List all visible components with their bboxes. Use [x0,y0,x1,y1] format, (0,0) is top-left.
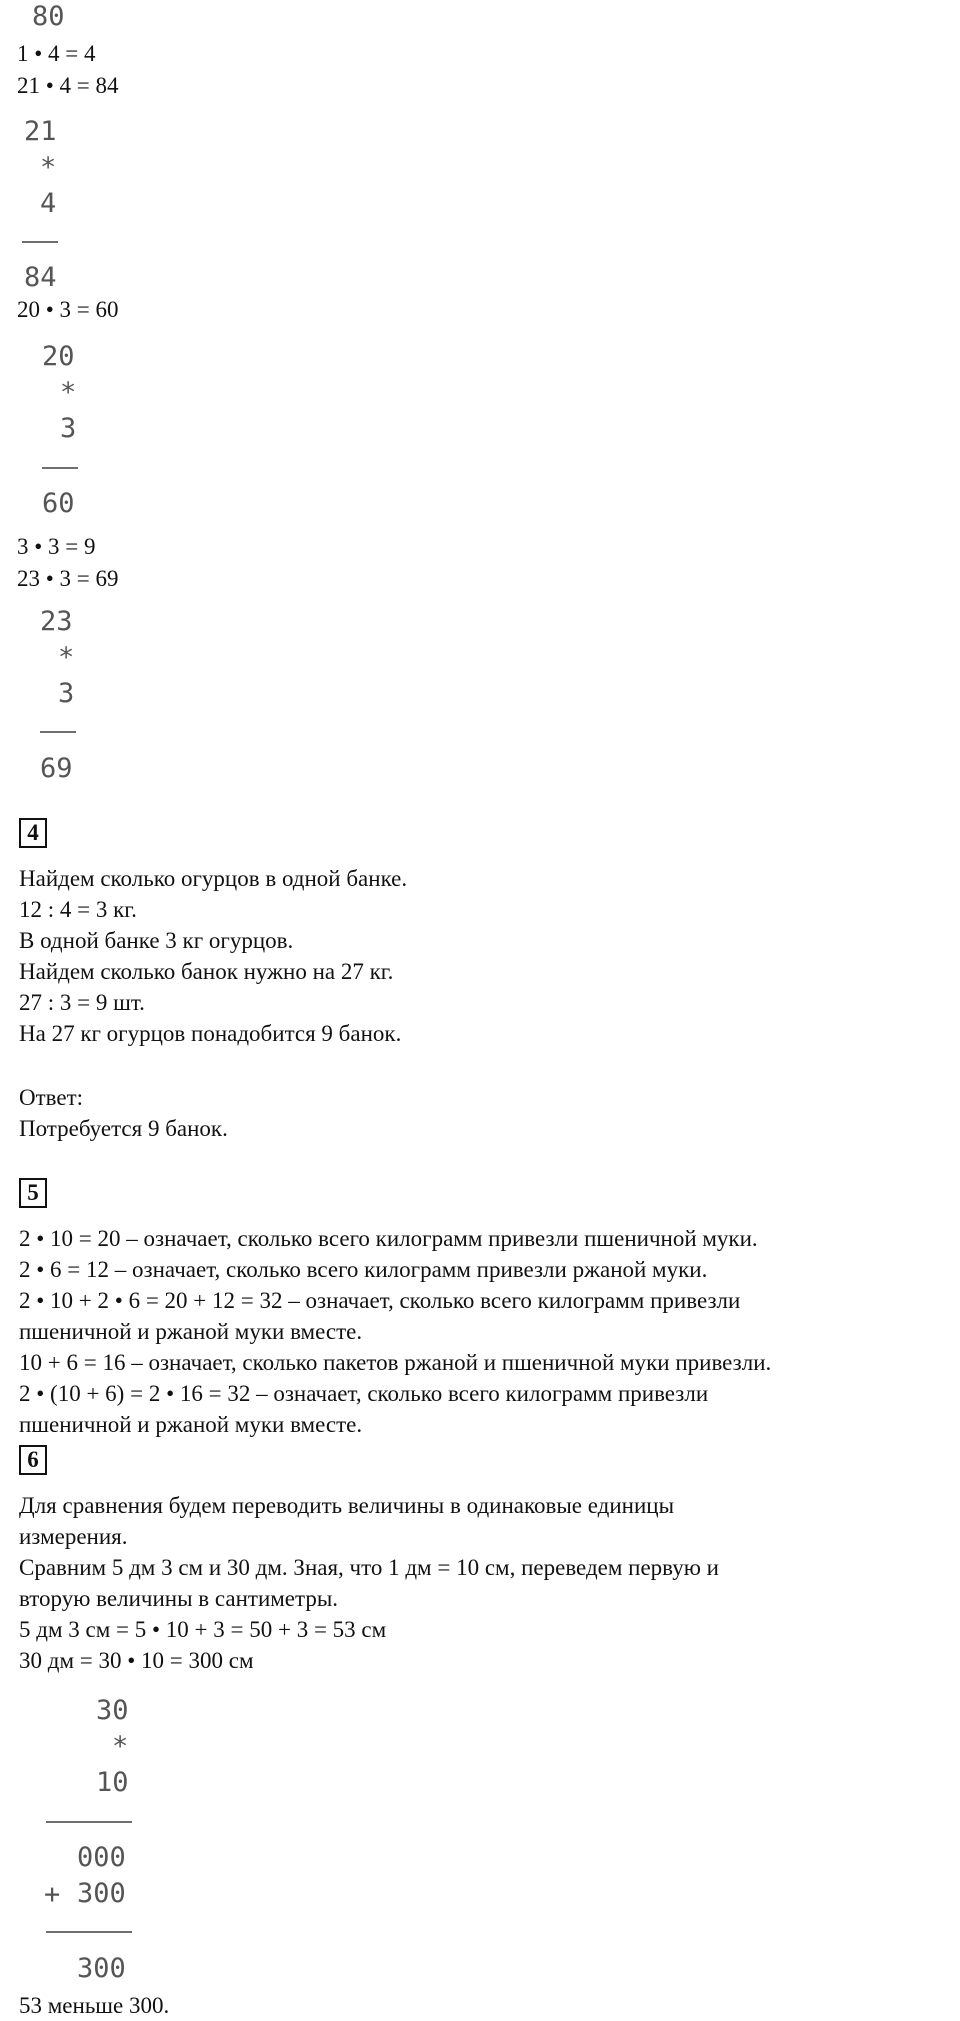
plus-sign: + [44,1879,61,1910]
task-5-line: пшеничной и ржаной муки вместе. [19,1412,363,1437]
product: 300 [77,1953,126,1984]
task-6-line: Для сравнения будем переводить величины в одинаковые единицы [19,1493,675,1518]
multiplier: 10 [96,1767,129,1798]
task-6-line: 30 дм = 30 • 10 = 300 см [19,1648,254,1673]
task-5-line: 2 • 10 + 2 • 6 = 20 + 12 = 32 – означает, сколько всего килограмм привезли [19,1288,741,1313]
task-4-line: 27 : 3 = 9 шт. [19,990,145,1015]
multiplicand: 23 [40,606,73,637]
column-result-80: 80 [32,1,65,32]
task-6-line: измерения. [19,1524,128,1549]
multiply-sign: * [40,152,57,183]
result-line [40,731,76,733]
equation-line: 21 • 4 = 84 [17,73,119,98]
task-4-line: Найдем сколько огурцов в одной банке. [19,866,408,891]
task-5-line: 2 • (10 + 6) = 2 • 16 = 32 – означает, сколько всего килограмм привезли [19,1381,709,1406]
task-5-line: пшеничной и ржаной муки вместе. [19,1319,363,1344]
multiplier: 4 [40,188,57,219]
multiplier: 3 [58,678,75,709]
task-4-line: В одной банке 3 кг огурцов. [19,928,294,953]
task-4-answer-label: Ответ: [19,1085,84,1110]
partial-product-2: 300 [77,1878,126,1909]
product: 84 [24,262,57,293]
task-4-number: 4 [19,818,47,848]
task-4-answer-text: Потребуется 9 банок. [19,1116,228,1141]
task-5-line: 2 • 6 = 12 – означает, сколько всего килограмм привезли ржаной муки. [19,1257,708,1282]
equation-line: 1 • 4 = 4 [17,41,96,66]
equation-line: 3 • 3 = 9 [17,534,96,559]
product: 69 [40,753,73,784]
multiply-sign: * [60,377,77,408]
task-4-line: 12 : 4 = 3 кг. [19,897,137,922]
multiplicand: 20 [42,341,75,372]
multiply-sign: * [58,642,75,673]
multiplier: 3 [60,413,77,444]
partial-line [46,1821,132,1823]
task-6-number: 6 [19,1445,47,1475]
task-5-number: 5 [19,1178,47,1208]
task-6-line: 5 дм 3 см = 5 • 10 + 3 = 50 + 3 = 53 см [19,1617,387,1642]
equation-line: 20 • 3 = 60 [17,297,119,322]
task-4-line: На 27 кг огурцов понадобится 9 банок. [19,1021,402,1046]
partial-product-1: 000 [77,1842,126,1873]
equation-line: 23 • 3 = 69 [17,566,119,591]
result-line [22,241,58,243]
product: 60 [42,488,75,519]
result-line [46,1931,132,1933]
multiplicand: 21 [24,116,57,147]
task-5-line: 10 + 6 = 16 – означает, сколько пакетов ржаной и пшеничной муки привезли. [19,1350,772,1375]
multiply-sign: * [112,1731,129,1762]
task-5-line: 2 • 10 = 20 – означает, сколько всего килограмм привезли пшеничной муки. [19,1226,758,1251]
task-6-line: вторую величины в сантиметры. [19,1586,339,1611]
task-6-conclusion: 53 меньше 300. [19,1993,170,2018]
task-6-line: Сравним 5 дм 3 см и 30 дм. Зная, что 1 дм = 10 см, переведем первую и [19,1555,719,1580]
result-line [42,467,78,469]
multiplicand: 30 [96,1695,129,1726]
task-4-line: Найдем сколько банок нужно на 27 кг. [19,959,394,984]
